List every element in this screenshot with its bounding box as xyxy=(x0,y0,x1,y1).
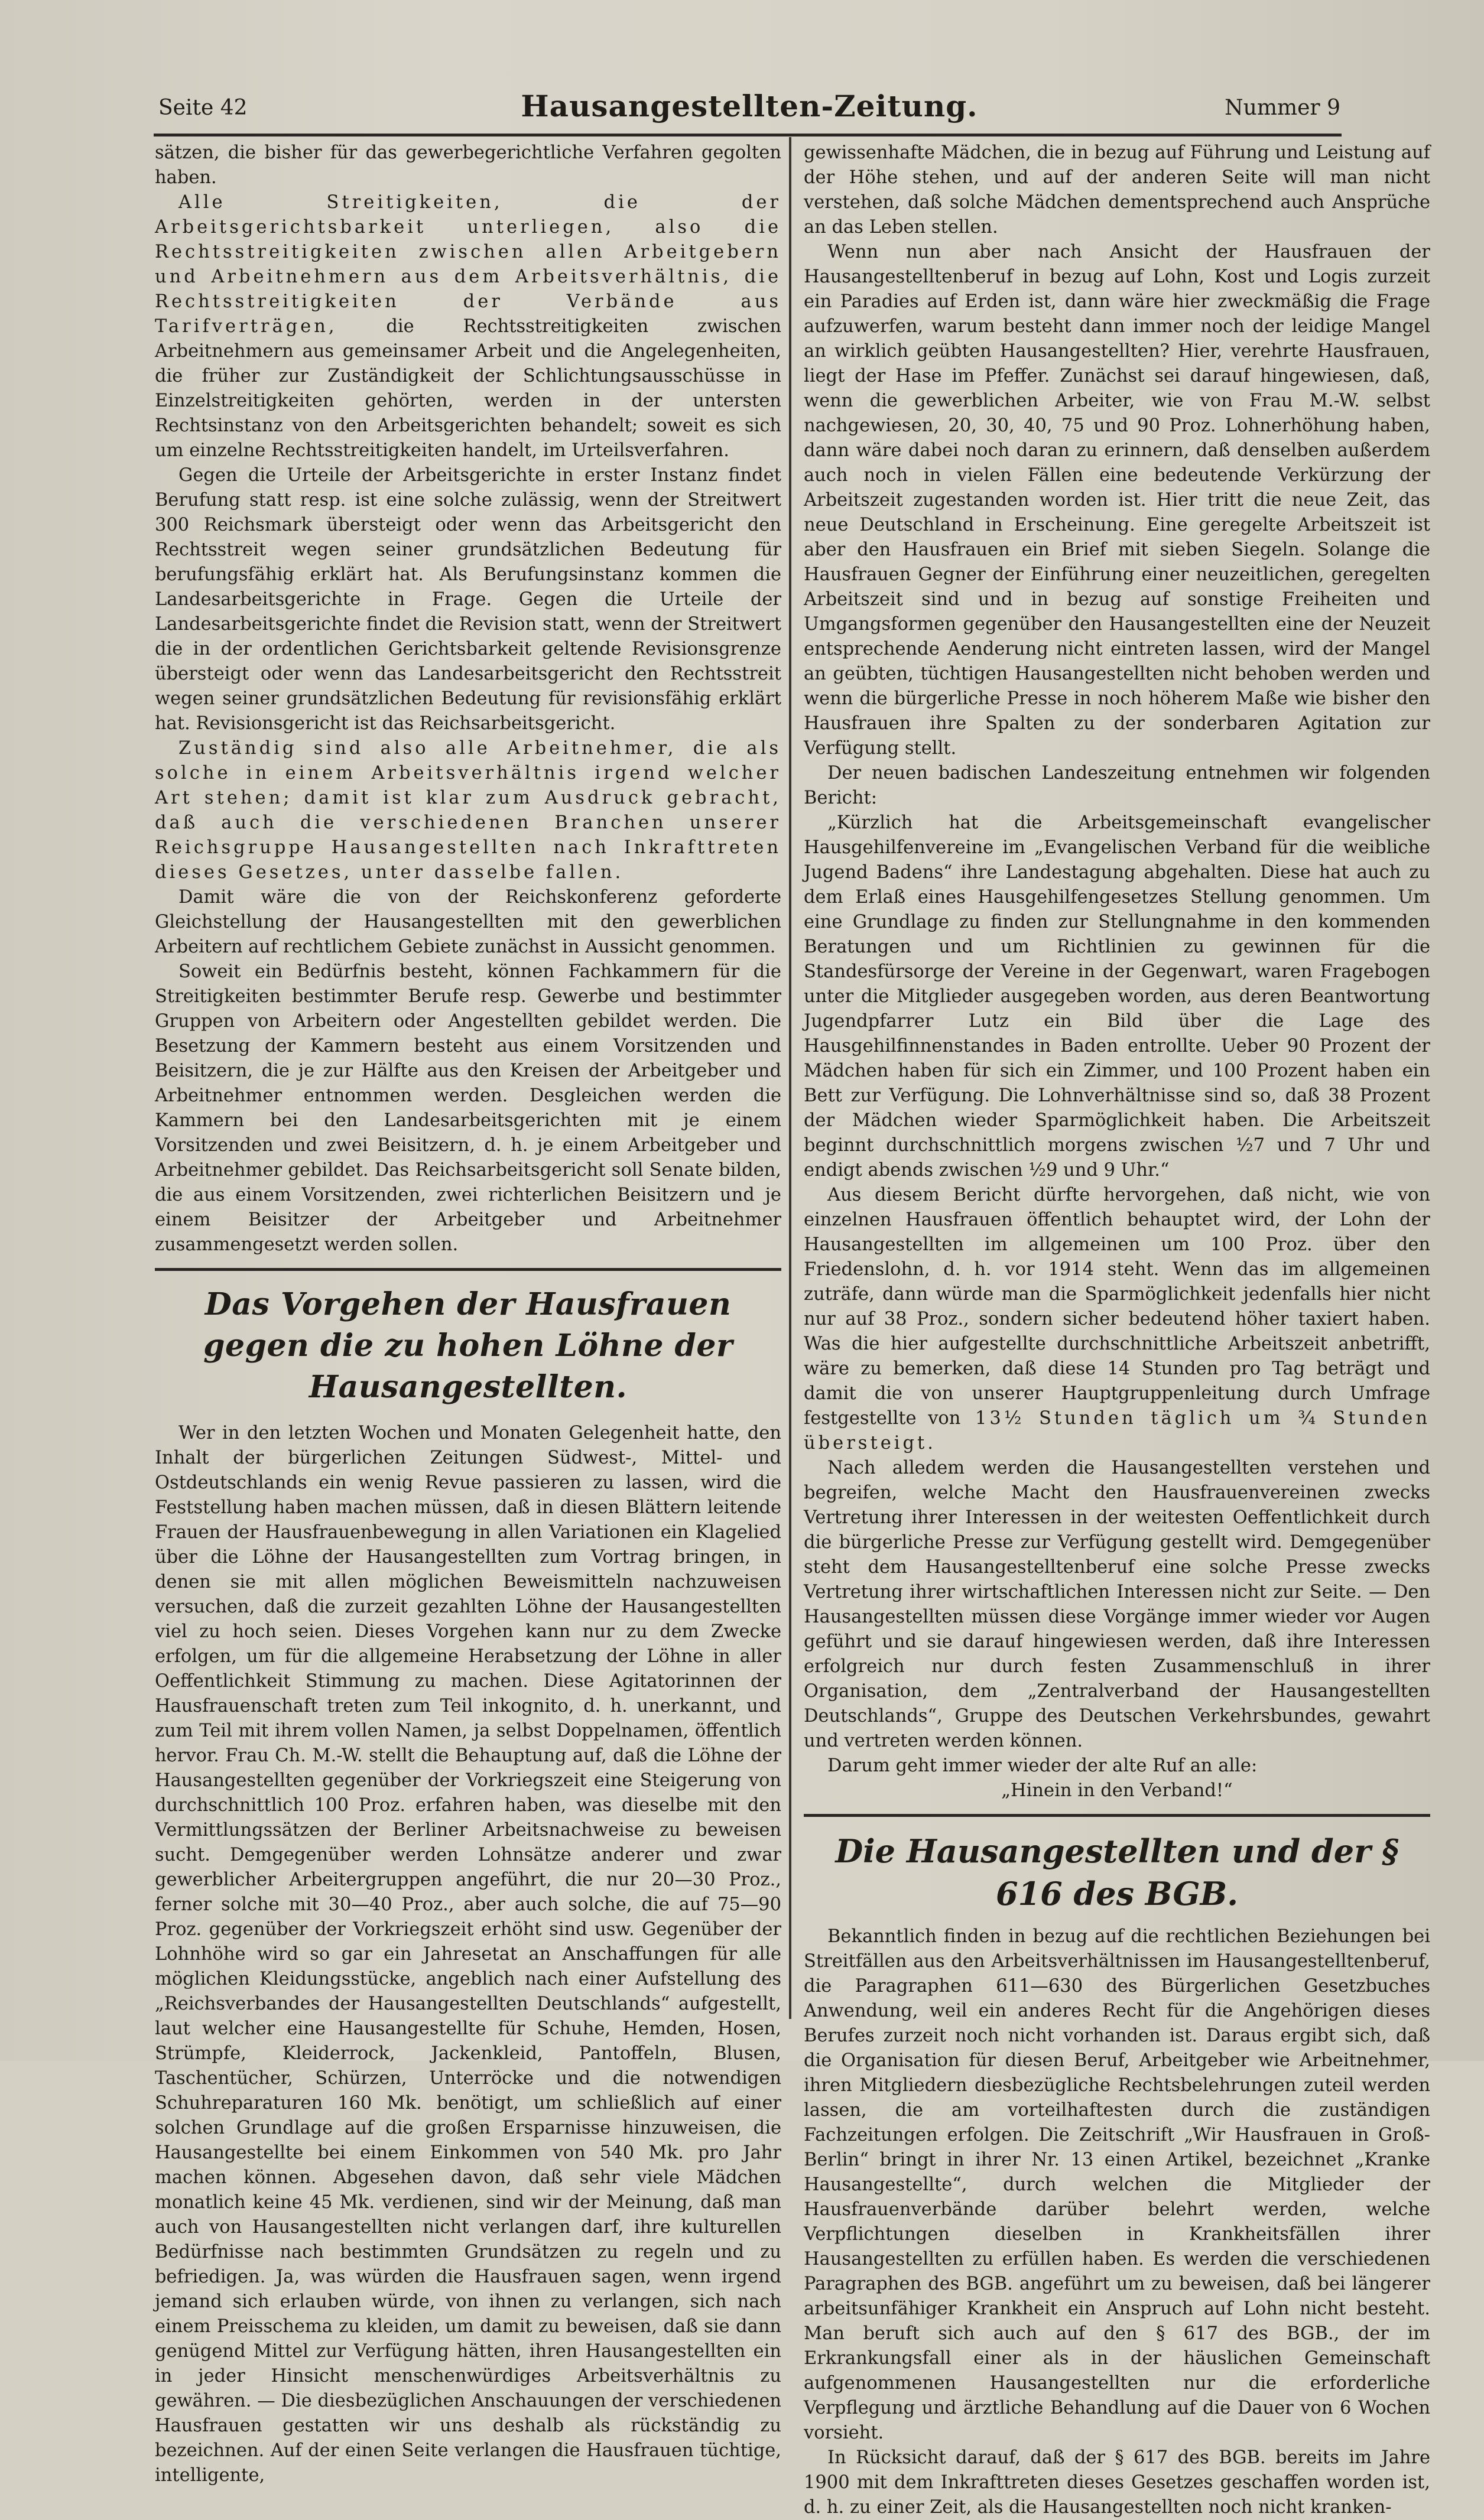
left-column xyxy=(155,141,781,2486)
slogan: „Hinein in den Verband!“ xyxy=(1001,1780,1233,1801)
quoted-report xyxy=(804,811,1430,1183)
newspaper-title: Hausangestellten-Zeitung. xyxy=(521,89,978,123)
paragraph: Soweit ein Bedürfnis besteht, können Fachkammern für die Streitigkeiten bestimmter Berufe resp. Gewerbe und bestimmter Gruppen von Arbeitern oder Angestellten gebildet werden. Die Besetzung der Kammern besteht aus einem Vorsitzenden und Beisitzern, die je zur Hälfte aus den Kreisen der Arbeitgeber und Arbeitnehmer entnommen werden. Desgleichen werden die Kammern bei den Landesarbeitsgerichten mit je einem Vorsitzenden und zwei Beisitzern, d. h. je einem Arbeitgeber und Arbeitnehmer gebildet. Das Reichsarbeitsgericht soll Senate bilden, die aus einem Vorsitzenden, zwei richterlichen Beisitzern und je einem Beisitzer der Arbeitgeber und Arbeitnehmer zusammengesetzt werden sollen. xyxy=(155,961,781,1255)
page-header xyxy=(158,89,1340,130)
column-divider xyxy=(789,137,791,2019)
paragraph-text: die Rechtsstreitigkeiten zwischen Arbeitnehmern aus gemeinsamer Arbeit und die Angelegenheiten, die früher zur Zuständigkeit der Schlichtungsausschüsse in Einzelstreitigkeiten gehörten, werden in der untersten Rechtsinstanz von den Arbeitsgerichten behandelt; soweit es sich um einzelne Rechtsstreitigkeiten handelt, im Urteilsverfahren. xyxy=(155,316,781,461)
paragraph: Darum geht immer wieder der alte Ruf an alle: xyxy=(827,1755,1258,1776)
paragraph: Wer in den letzten Wochen und Monaten Gelegenheit hatte, den Inhalt der bürgerlichen Zeitungen Südwest-, Mittel- und Ostdeutschlands ein wenig Revue passieren zu lassen, wird die Feststellung haben machen müssen, daß in diesen Blättern leitende Frauen der Hausfrauenbewegung in allen Variationen ein Klagelied über die Löhne der Hausangestellten zum Vortrag bringen, in denen sie mit allen möglichen Beweismitteln nachzuweisen versuchen, daß die zurzeit gezahlten Löhne der Hausangestellten viel zu hoch seien. Dieses Vorgehen kann nur zu dem Zwecke erfolgen, um für die allgemeine Herabsetzung der Löhne in aller Oeffentlichkeit Stimmung zu machen. Diese Agitatorinnen der Hausfrauenschaft treten zum Teil inkognito, d. h. unerkannt, und zum Teil mit ihrem vollen Namen, ja selbst Doppelnamen, öffentlich hervor. Frau Ch. M.-W. stellt die Behauptung auf, daß die Löhne der Hausangestellten gegenüber der Vorkriegszeit eine Steigerung von durchschnittlich 100 Proz. erfahren haben, was dieselbe mit den Vermittlungssätzen der Berliner Arbeitsnachweise zu beweisen sucht. Demgegenüber werden Lohnsätze anderer und zwar gewerblicher Arbeitergruppen angeführt, die nur 20—30 Proz., ferner solche mit 30—40 Proz., aber auch solche, die auf 75—90 Proz. gegenüber der Vorkriegszeit erhöht sind usw. Gegenüber der Lohnhöhe wird so gar ein Jahresetat an Anschaffungen für alle möglichen Kleidungsstücke, angeblich nach einer Aufstellung des „Reichsverbandes der Hausangestellten Deutschlands“ aufgestellt, laut welcher eine Hausangestellte für Schuhe, Hemden, Hosen, Strümpfe, Kleiderrock, Jackenkleid, Pantoffeln, Blusen, Taschentücher, Schürzen, Unterröcke und die notwendigen Schuhreparaturen 160 Mk. benötigt, um schließlich auf einer solchen Grundlage auf die großen Ersparnisse hinzuweisen, die Hausangestellte bei einem Einkommen von 540 Mk. pro Jahr machen können. Abgesehen davon, daß sehr viele Mädchen monatlich keine 45 Mk. verdienen, sind wir der Meinung, daß man auch von Hausangestellten nicht verlangen darf, ihre kulturellen Bedürfnisse nach bestimmten Grundsätzen zu regeln und zu befriedigen. Ja, was würden die Hausfrauen sagen, wenn irgend jemand sich erlauben würde, von ihnen zu verlangen, sich nach einem Preisschema zu kleiden, um damit zu beweisen, daß sie dann genügend Mittel zur Verfügung hätten, ihren Hausangestellten ein in jeder Hinsicht menschenwürdiges Arbeitsverhältnis zu gewähren. — Die diesbezüglichen Anschauungen der verschiedenen Hausfrauen gestatten wir uns deshalb als rückständig zu bezeichnen. Auf der einen Seite verlangen die Hausfrauen tüchtige, intelligente, xyxy=(155,1423,781,2486)
article-heading: Die Hausangestellten und der § 616 des BGB. xyxy=(835,1832,1399,1913)
spaced-text: 13½ Stunden täglich um ¾ Stunden übersteigt. xyxy=(804,1408,1430,1454)
spaced-text: Alle Streitigkeiten, die der Arbeitsgerichtsbarkeit unterliegen, also die Rechtsstreitigkeiten zwischen allen Arbeitgebern und Arbeitnehmern aus dem Arbeitsverhältnis, die Rechtsstreitigkeiten der Verbände aus Tarifverträgen, xyxy=(155,192,781,337)
right-column xyxy=(804,141,1430,2518)
article-heading: Das Vorgehen der Hausfrauen gegen die zu hohen Löhne der Hausangestellten. xyxy=(203,1286,733,1405)
paragraph: In Rücksicht darauf, daß der § 617 des BGB. bereits im Jahre 1900 mit dem Inkrafttreten dieses Gesetzes geschaffen worden ist, d. h. zu einer Zeit, als die Hausangestellten noch nicht kranken- xyxy=(804,2447,1430,2518)
section-rule xyxy=(155,1268,781,1271)
section-rule xyxy=(804,1814,1430,1817)
issue-number: Nummer 9 xyxy=(1225,96,1340,120)
paragraph: Gegen die Urteile der Arbeitsgerichte in erster Instanz findet Berufung statt resp. ist eine solche zulässig, wenn der Streitwert 300 Reichsmark übersteigt oder wenn das Arbeitsgericht den Rechtsstreit wegen seiner grundsätzlichen Bedeutung für berufungsfähig erklärt hat. Als Berufungsinstanz kommen die Landesarbeitsgerichte in Frage. Gegen die Urteile der Landesarbeitsgerichte findet die Revision statt, wenn der Streitwert die in der ordentlichen Gerichtsbarkeit geltende Revisionsgrenze übersteigt oder wenn das Landesarbeitsgericht den Rechtsstreit wegen seiner grundsätzlichen Bedeutung für revisionsfähig erklärt hat. Revisionsgericht ist das Reichsarbeitsgericht. xyxy=(155,465,781,734)
paragraph: Wenn nun aber nach Ansicht der Hausfrauen der Hausangestelltenberuf in bezug auf Lohn, Kost und Logis zurzeit ein Paradies auf Erden ist, dann wäre hier zweckmäßig die Frage aufzuwerfen, warum besteht dann immer noch der leidige Mangel an wirklich geübten Hausangestellten? Hier, verehrte Hausfrauen, liegt der Hase im Pfeffer. Zunächst sei darauf hingewiesen, daß, wenn die gewerblichen Arbeiter, wie von Frau M.-W. selbst nachgewiesen, 20, 30, 40, 75 und 90 Proz. Lohnerhöhung haben, dann wäre dabei noch daran zu erinnern, daß denselben außerdem auch noch in vielen Fällen eine bedeutende Verkürzung der Arbeitszeit zugestanden worden ist. Hier tritt die neue Zeit, das neue Deutschland in Erscheinung. Eine geregelte Arbeitszeit ist aber den Hausfrauen ein Brief mit sieben Siegeln. Solange die Hausfrauen Gegner der Einführung einer neuzeitlichen, geregelten Arbeitszeit sind und in bezug auf sonstige Freiheiten und Umgangsformen gegenüber den Hausangestellten eine der Neuzeit entsprechende Aenderung nicht eintreten lassen, wird der Mangel an geübten, tüchtigen Hausangestellten nicht behoben werden und wenn die bürgerliche Presse in noch höherem Maße wie bisher den Hausfrauen ihre Spalten zu der sonderbaren Agitation zur Verfügung stellt. xyxy=(804,242,1430,759)
paragraph: Bekanntlich finden in bezug auf die rechtlichen Beziehungen bei Streitfällen aus den Arbeitsverhältnissen im Hausangestelltenberuf, die Paragraphen 611—630 des Bürgerlichen Gesetzbuches Anwendung, weil ein anderes Recht für die Angehörigen dieses Berufes zurzeit noch nicht vorhanden ist. Daraus ergibt sich, daß die Organisation für diesen Beruf, Arbeitgeber wie Arbeitnehmer, ihren Mitgliedern diesbezügliche Rechtsbelehrungen zuteil werden lassen, die am vorteilhaftesten durch die zuständigen Fachzeitungen erfolgen. Die Zeitschrift „Wir Hausfrauen in Groß-Berlin“ bringt in ihrer Nr. 13 einen Artikel, bezeichnet „Kranke Hausangestellte“, durch welchen die Mitglieder der Hausfrauenverbände darüber belehrt werden, welche Verpflichtungen dieselben in Krankheitsfällen ihrer Hausangestellten zu erfüllen haben. Es werden die verschiedenen Paragraphen des BGB. angeführt um zu beweisen, daß bei längerer arbeitsunfähiger Krankheit ein Anspruch auf Lohn nicht besteht. Man beruft sich auch auf den § 617 des BGB., der im Erkrankungsfall einer als in der häuslichen Gemeinschaft aufgenommenen Hausangestellten nur die erforderliche Verpflegung und ärztliche Behandlung auf die Dauer von 6 Wochen vorsieht. xyxy=(804,1926,1430,2443)
paragraph: Damit wäre die von der Reichskonferenz geforderte Gleichstellung der Hausangestellten mit den gewerblichen Arbeitern auf rechtlichem Gebiete zunächst in Aussicht genommen. xyxy=(155,887,781,957)
paragraph: Der neuen badischen Landeszeitung entnehmen wir folgenden Bericht: xyxy=(804,763,1430,808)
paragraph xyxy=(155,190,781,463)
quote-text: „Kürzlich hat die Arbeitsgemeinschaft evangelischer Hausgehilfenvereine im „Evangelischen Verband für die weibliche Jugend Badens“ ihre Landestagung abgehalten. Diese hat auch zu dem Erlaß eines Hausgehilfengesetzes Stellung genommen. Um eine Grundlage zu finden zur Stellungnahme in den kommenden Beratungen und um Richtlinien zu gewinnen für die Standesfürsorge der Vereine in der Gegenwart, waren Fragebogen unter die Mitglieder ausgegeben worden, aus deren Beantwortung Jugendpfarrer Lutz ein Bild über die Lage des Hausgehilfinnenstandes in Baden entrollte. Ueber 90 Prozent der Mädchen haben für sich ein Zimmer, und 100 Prozent haben ein Bett zur Verfügung. Die Lohnverhältnisse sind so, daß 38 Prozent der Mädchen wieder Sparmöglichkeit haben. Die Arbeitszeit beginnt durchschnittlich morgens zwischen ½7 und 7 Uhr und endigt abends zwischen ½9 und 9 Uhr.“ xyxy=(804,812,1430,1181)
paragraph: sätzen, die bisher für das gewerbegerichtliche Verfahren gegolten haben. xyxy=(155,142,781,188)
page-number: Seite 42 xyxy=(158,96,248,120)
paragraph: Nach alledem werden die Hausangestellten verstehen und begreifen, welche Macht den Hausfrauenvereinen zwecks Vertretung ihrer Interessen in der weitesten Oeffentlichkeit durch die bürgerliche Presse zur Verfügung gestellt wird. Demgegenüber steht dem Hausangestelltenberuf eine solche Presse zwecks Vertretung ihrer wirtschaftlichen Interessen nicht zur Seite. — Den Hausangestellten müssen diese Vorgänge immer wieder vor Augen geführt und sie darauf hingewiesen werden, daß ihre Interessen erfolgreich nur durch festen Zusammenschluß in ihrer Organisation, dem „Zentralverband der Hausangestellten Deutschlands“, Gruppe des Deutschen Verkehrsbundes, gewahrt und vertreten werden können. xyxy=(804,1458,1430,1751)
paragraph-spaced: Zuständig sind also alle Arbeitnehmer, die als solche in einem Arbeitsverhältnis irgend welcher Art stehen; damit ist klar zum Ausdruck gebracht, daß auch die verschiedenen Branchen unserer Reichsgruppe Hausangestellten nach Inkrafttreten dieses Gesetzes, unter dasselbe fallen. xyxy=(155,738,781,883)
header-rule xyxy=(154,134,1342,136)
paragraph-text: Aus diesem Bericht dürfte hervorgehen, daß nicht, wie von einzelnen Hausfrauen öffentlich behauptet wird, der Lohn der Hausangestellten im allgemeinen um 100 Proz. über den Friedenslohn, d. h. vor 1914 steht. Wenn das im allgemeinen zuträfe, dann würde man die Sparmöglichkeit jedenfalls hier nicht nur auf 38 Proz., sondern sicher bedeutend höher taxiert haben. Was die hier aufgestellte durchschnittliche Arbeitszeit anbetrifft, wäre zu bemerken, daß diese 14 Stunden pro Tag beträgt und damit die von unserer Hauptgruppenleitung durch Umfrage festgestellte von xyxy=(804,1185,1430,1429)
paragraph: gewissenhafte Mädchen, die in bezug auf Führung und Leistung auf der Höhe stehen, und auf der anderen Seite will man nicht verstehen, daß solche Mädchen dementsprechend auch Ansprüche an das Leben stellen. xyxy=(804,142,1430,238)
paragraph xyxy=(804,1183,1430,1456)
